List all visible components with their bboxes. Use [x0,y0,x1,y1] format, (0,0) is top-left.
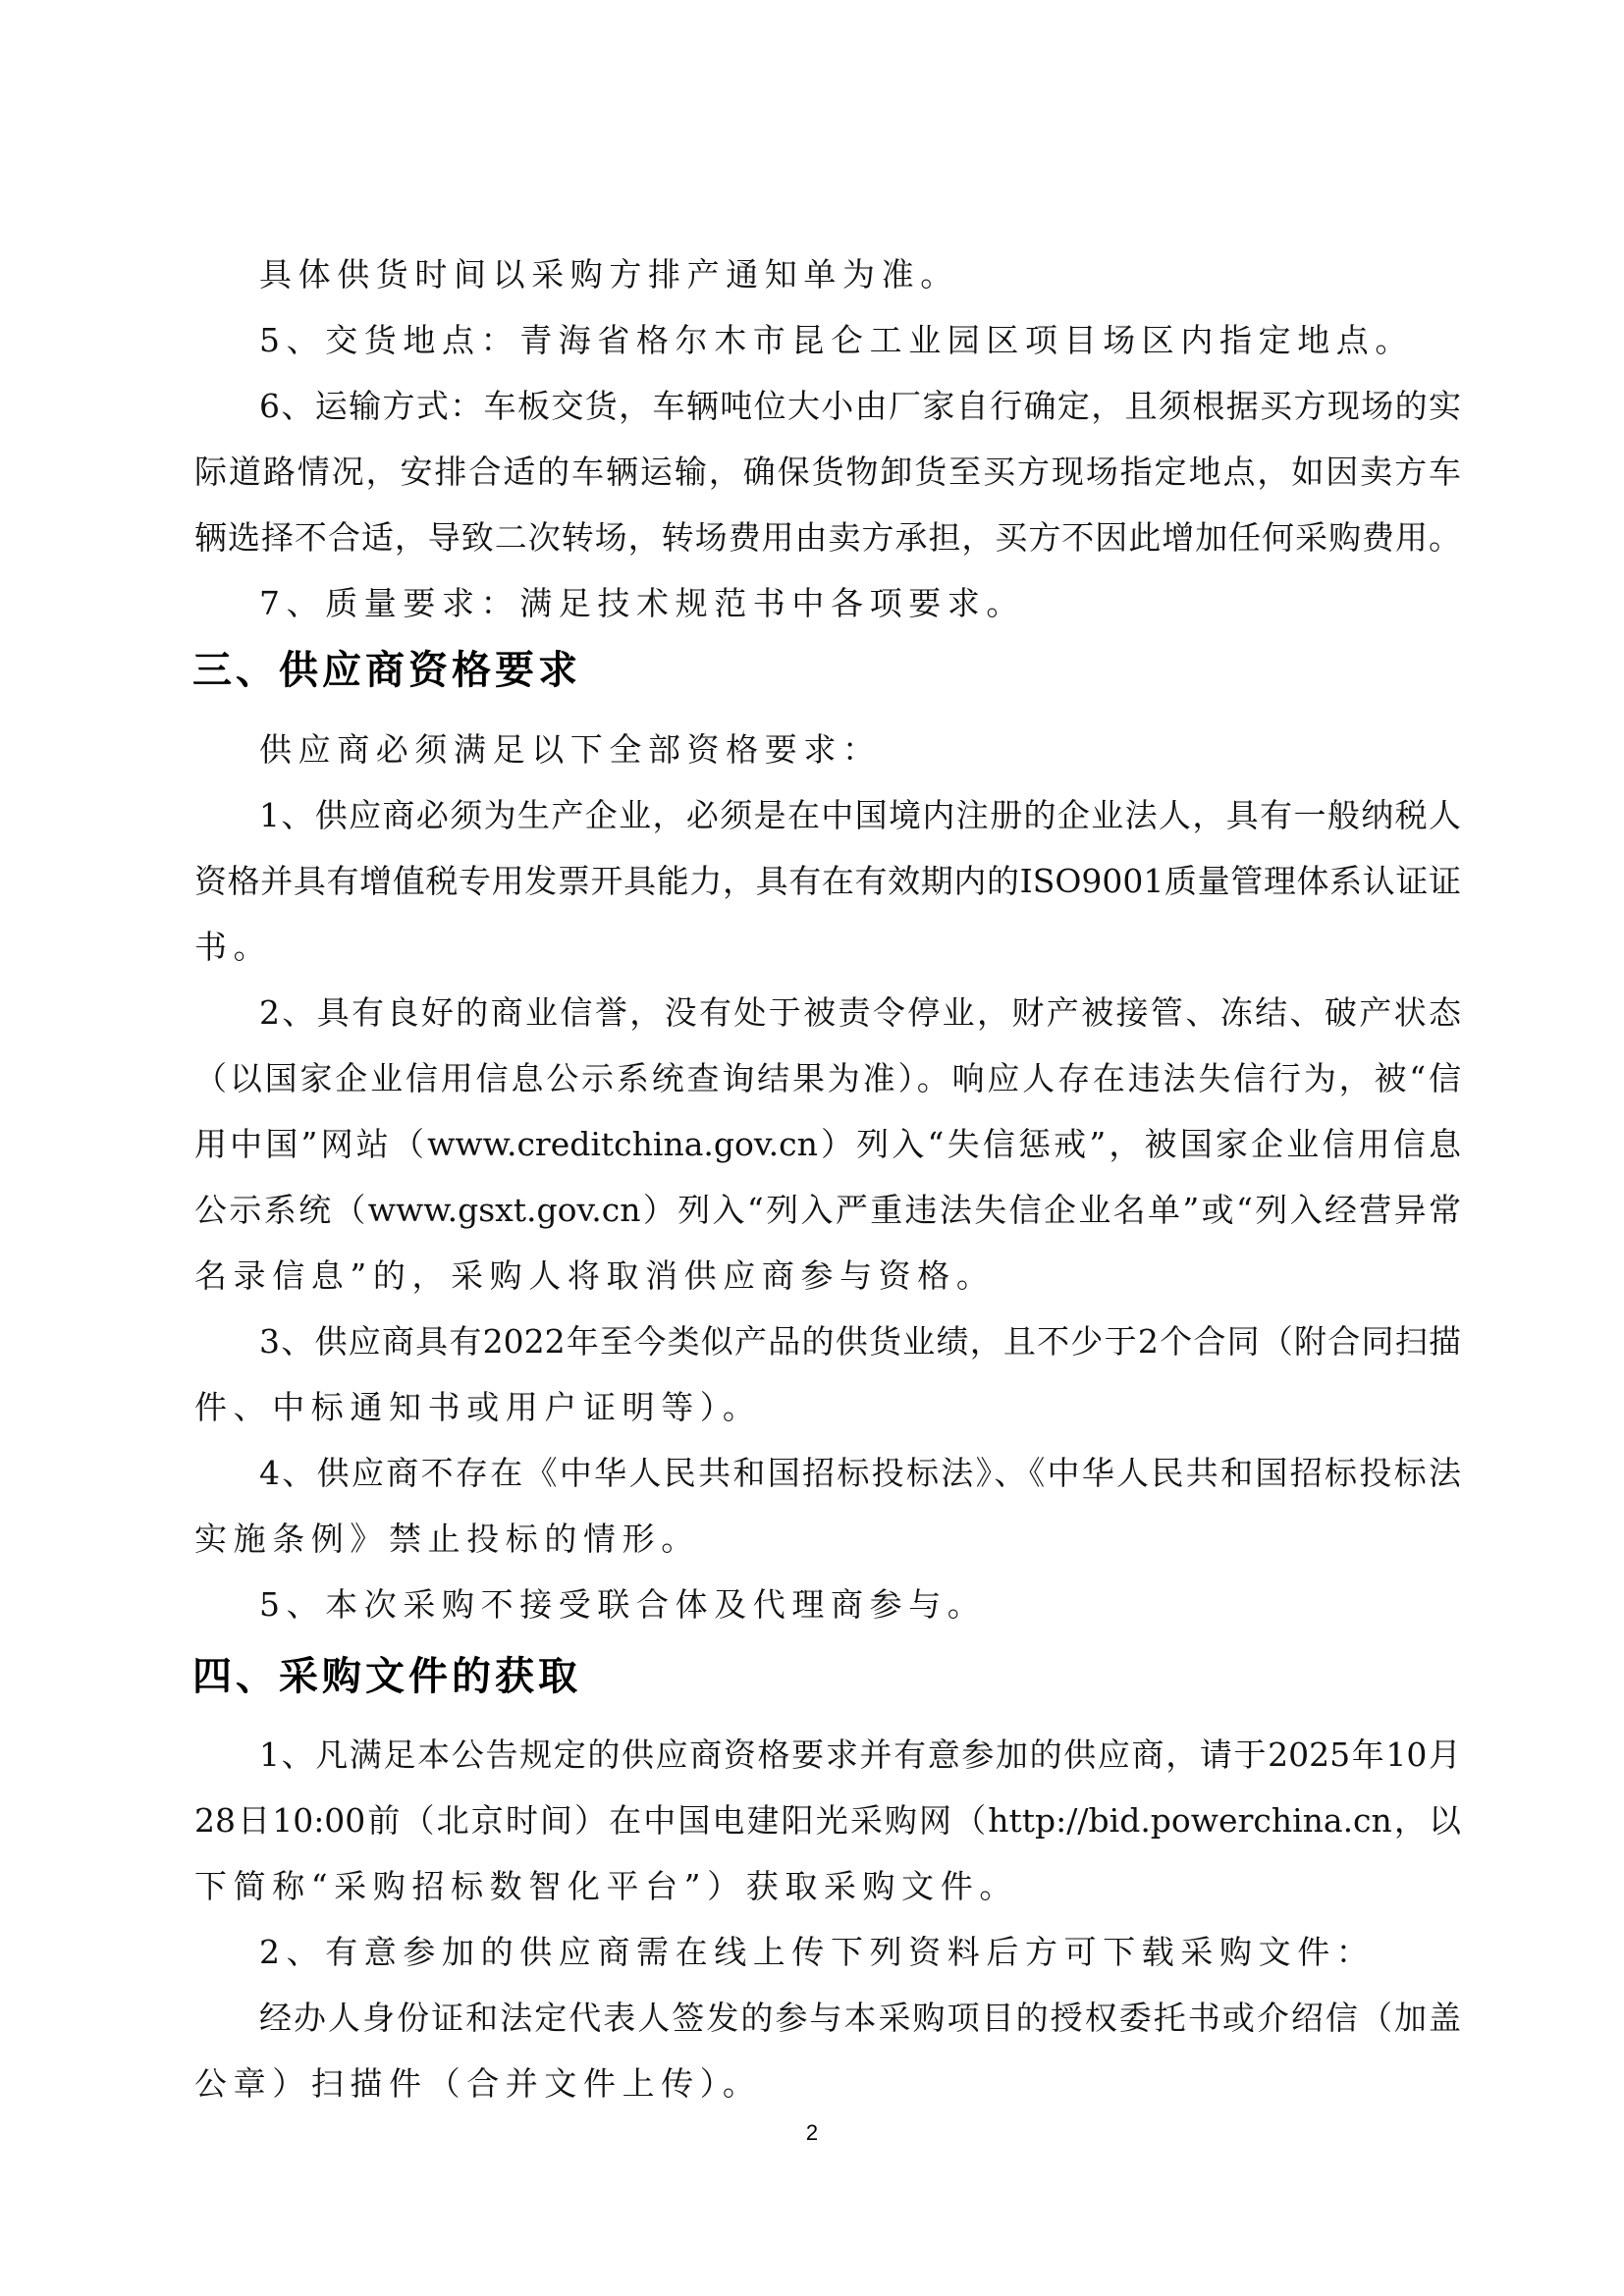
section-intro-line: 供应商必须满足以下全部资格要求： [259,730,882,769]
paragraph-line: 际道路情况，安排合适的车辆运输，确保货物卸货至买方现场指定地点，如因卖方车 [194,453,1461,491]
qualification-item-1-line: 1、供应商必须为生产企业，必须是在中国境内注册的企业法人，具有一般纳税人 [259,796,1461,834]
qualification-item-1-line: 书。 [194,928,273,966]
paragraph-line: 具体供货时间以采购方排产通知单为准。 [259,255,959,294]
transport-method-line: 6、运输方式：车板交货，车辆吨位大小由厂家自行确定，且须根据买方现场的实 [259,387,1461,425]
qualification-item-2-line: 用中国”网站（www.creditchina.gov.cn）列入“失信惩戒”，被国家企业信用信息 [194,1125,1461,1163]
qualification-item-4-line: 4、供应商不存在《中华人民共和国招标投标法》、《中华人民共和国招标投标法 [259,1454,1461,1492]
acquisition-item-2-line: 2、有意参加的供应商需在线上传下列资料后方可下载采购文件： [259,1933,1376,1971]
qualification-item-2-line: 公示系统（www.gsxt.gov.cn）列入“列入严重违法失信企业名单”或“列入经营异常 [194,1191,1461,1229]
acquisition-item-1-line: 下简称“采购招标数智化平台”）获取采购文件。 [194,1867,1018,1905]
paragraph-line: 辆选择不合适，导致二次转场，转场费用由卖方承担，买方不因此增加任何采购费用。 [194,518,1461,557]
qualification-item-2-line: 名录信息”的，采购人将取消供应商参与资格。 [194,1256,996,1295]
required-materials-line: 经办人身份证和法定代表人签发的参与本采购项目的授权委托书或介绍信（加盖 [259,1999,1461,2037]
qualification-item-2-line: （以国家企业信用信息公示系统查询结果为准）。响应人存在违法失信行为，被“信 [194,1059,1461,1097]
qualification-item-1-line: 资格并具有增值税专用发票开具能力，具有在有效期内的ISO9001质量管理体系认证证 [194,862,1461,900]
qualification-item-5-line: 5、本次采购不接受联合体及代理商参与。 [259,1585,987,1624]
delivery-location-line: 5、交货地点：青海省格尔木市昆仑工业园区项目场区内指定地点。 [259,321,1414,359]
quality-requirement-line: 7、质量要求：满足技术规范书中各项要求。 [259,584,1025,622]
section-heading-supplier-qualifications: 三、供应商资格要求 [192,648,581,693]
section-heading-document-acquisition: 四、采购文件的获取 [192,1654,581,1699]
acquisition-item-1-line: 28日10:00前（北京时间）在中国电建阳光采购网（http://bid.powerchina.cn，以 [194,1801,1461,1840]
qualification-item-2-line: 2、具有良好的商业信誉，没有处于被责令停业，财产被接管、冻结、破产状态 [259,993,1461,1032]
qualification-item-3-line: 件、中标通知书或用户证明等）。 [194,1388,762,1426]
acquisition-item-1-line: 1、凡满足本公告规定的供应商资格要求并有意参加的供应商，请于2025年10月 [259,1735,1461,1774]
qualification-item-3-line: 3、供应商具有2022年至今类似产品的供货业绩，且不少于2个合同（附合同扫描 [259,1322,1461,1361]
qualification-item-4-line: 实施条例》禁止投标的情形。 [194,1520,700,1558]
page-number: 2 [805,2120,819,2145]
required-materials-line: 公章）扫描件（合并文件上传）。 [194,2064,762,2103]
